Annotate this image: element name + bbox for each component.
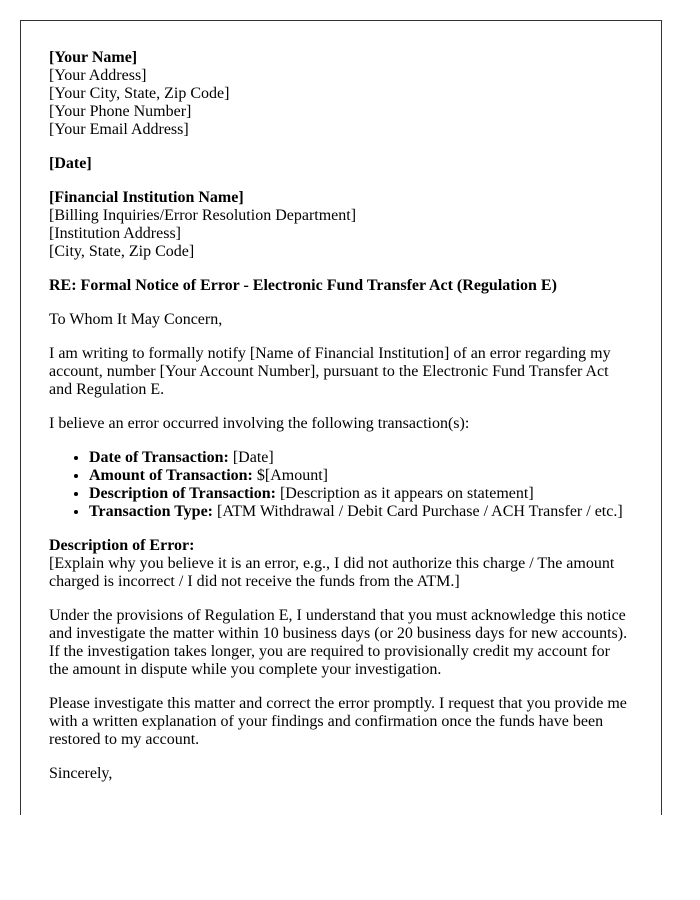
item-label: Date of Transaction: [89, 449, 229, 466]
item-value: [ATM Withdrawal / Debit Card Purchase / ACH Transfer / etc.] [213, 503, 623, 520]
error-section [49, 537, 632, 591]
date: [Date] [49, 155, 92, 172]
sender-phone: [Your Phone Number] [49, 103, 192, 120]
item-value: [Description as it appears on statement] [275, 485, 534, 502]
subject-line [49, 277, 632, 295]
date-line [49, 155, 632, 173]
subject: RE: Formal Notice of Error - Electronic Fund Transfer Act (Regulation E) [49, 277, 557, 294]
list-item [89, 449, 632, 467]
closing: Sincerely, [49, 765, 113, 782]
salutation: To Whom It May Concern, [49, 311, 223, 328]
transactions-intro: I believe an error occurred involving the following transaction(s): [49, 415, 470, 432]
list-item [89, 503, 632, 521]
item-label: Transaction Type: [89, 503, 214, 520]
recipient-department: [Billing Inquiries/Error Resolution Department] [49, 207, 357, 224]
sender-city: [Your City, State, Zip Code] [49, 85, 230, 102]
intro-paragraph: I am writing to formally notify [Name of Financial Institution] of an error regarding my account, number [Your Account Number], pursuant to the Electronic Fund Transfer Act and Regulation E. [49, 345, 611, 398]
item-label: Amount of Transaction: [89, 467, 253, 484]
list-item [89, 467, 632, 485]
recipient-address: [Institution Address] [49, 225, 181, 242]
item-label: Description of Transaction: [89, 485, 276, 502]
recipient-name: [Financial Institution Name] [49, 189, 244, 206]
letter-page [20, 20, 662, 815]
sender-address: [Your Address] [49, 67, 147, 84]
regulation-paragraph: Under the provisions of Regulation E, I understand that you must acknowledge this notice and investigate the matter within 10 business days (or 20 business days for new accounts). If the investigation takes longer, you are required to provisionally credit my account for the amount in dispute while you complete your investigation. [49, 607, 628, 678]
item-value: $[Amount] [252, 467, 328, 484]
recipient-city: [City, State, Zip Code] [49, 243, 195, 260]
error-heading: Description of Error: [49, 537, 195, 554]
transaction-list [49, 449, 632, 521]
request-paragraph: Please investigate this matter and correct the error promptly. I request that you provide me with a written explanation of your findings and confirmation once the funds have been restored to my account. [49, 695, 627, 748]
error-text: [Explain why you believe it is an error, e.g., I did not authorize this charge / The amount charged is incorrect / I did not receive the funds from the ATM.] [49, 555, 615, 590]
recipient-block [49, 189, 632, 261]
item-value: [Date] [228, 449, 274, 466]
sender-email: [Your Email Address] [49, 121, 189, 138]
sender-block [49, 49, 632, 139]
sender-name: [Your Name] [49, 49, 138, 66]
list-item [89, 485, 632, 503]
